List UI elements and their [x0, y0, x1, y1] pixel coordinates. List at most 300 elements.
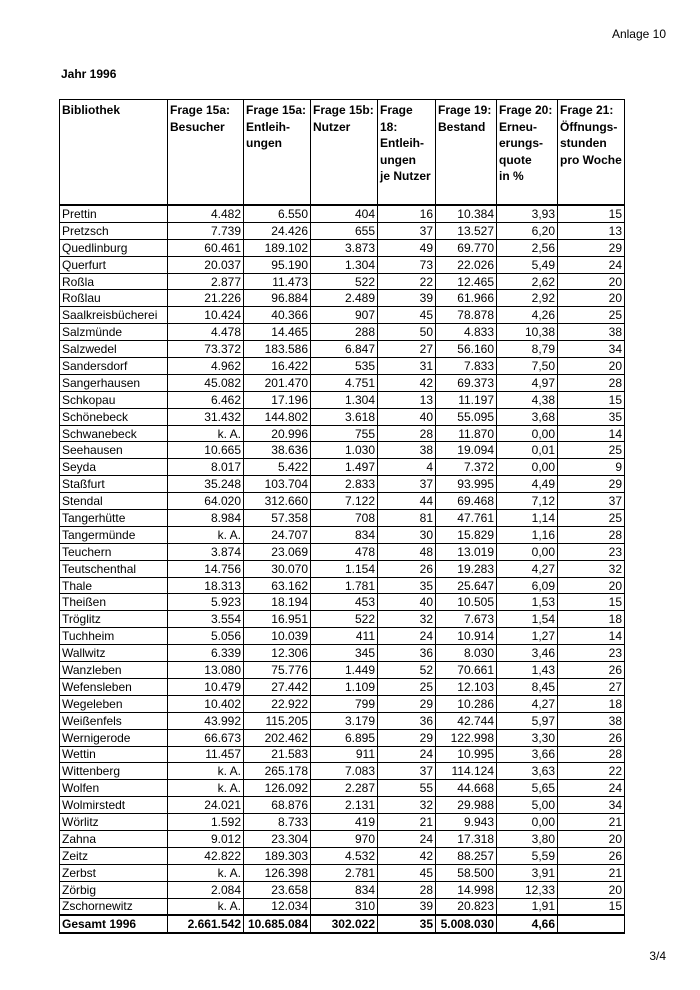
value-cell: 8,79	[497, 341, 558, 358]
value-cell: 10,38	[497, 324, 558, 341]
value-cell: 3,66	[497, 746, 558, 763]
value-cell: 522	[311, 273, 378, 290]
value-cell: 183.586	[244, 341, 311, 358]
table-header	[60, 100, 625, 206]
value-cell: 2,92	[497, 290, 558, 307]
value-cell: 5,97	[497, 712, 558, 729]
value-cell: 21.226	[168, 290, 244, 307]
library-name-cell: Wernigerode	[60, 729, 168, 746]
library-name-cell: Tröglitz	[60, 611, 168, 628]
value-cell: 3.618	[311, 408, 378, 425]
value-cell: 95.190	[244, 256, 311, 273]
value-cell: 20	[558, 358, 625, 375]
value-cell: 302.022	[311, 915, 378, 933]
value-cell: 478	[311, 543, 378, 560]
library-name-cell: Wegeleben	[60, 695, 168, 712]
value-cell: 8.030	[436, 645, 497, 662]
value-cell: 57.358	[244, 510, 311, 527]
library-name-cell: Zörbig	[60, 881, 168, 898]
value-cell: 11.473	[244, 273, 311, 290]
value-cell: 20.037	[168, 256, 244, 273]
table-row	[60, 898, 625, 915]
value-cell: 27.442	[244, 678, 311, 695]
library-name-cell: Wefensleben	[60, 678, 168, 695]
value-cell: 28	[558, 374, 625, 391]
library-name-cell: Wörlitz	[60, 814, 168, 831]
value-cell: 9.012	[168, 830, 244, 847]
library-name-cell: Wettin	[60, 746, 168, 763]
value-cell: 28	[378, 881, 436, 898]
column-header	[558, 100, 625, 206]
value-cell: 535	[311, 358, 378, 375]
value-cell: 655	[311, 222, 378, 239]
value-cell: 36	[378, 645, 436, 662]
value-cell: 3,30	[497, 729, 558, 746]
value-cell: 1,14	[497, 510, 558, 527]
value-cell: 522	[311, 611, 378, 628]
value-cell: 11.197	[436, 391, 497, 408]
library-name-cell: Wolfen	[60, 780, 168, 797]
table-row	[60, 290, 625, 307]
library-name-cell: Quedlinburg	[60, 239, 168, 256]
library-name-cell: Pretzsch	[60, 222, 168, 239]
value-cell: 5.056	[168, 628, 244, 645]
value-cell: 27	[558, 678, 625, 695]
value-cell: 2.877	[168, 273, 244, 290]
value-cell: 6.550	[244, 205, 311, 222]
table-row	[60, 611, 625, 628]
library-name-cell: Tuchheim	[60, 628, 168, 645]
column-header-line: Bestand	[438, 119, 486, 134]
value-cell: 38.636	[244, 442, 311, 459]
table-row	[60, 256, 625, 273]
value-cell: 43.992	[168, 712, 244, 729]
value-cell: 0,00	[497, 543, 558, 560]
value-cell: 799	[311, 695, 378, 712]
table-row	[60, 594, 625, 611]
value-cell: 10.402	[168, 695, 244, 712]
value-cell: 73.372	[168, 341, 244, 358]
table-row	[60, 543, 625, 560]
value-cell: 15.829	[436, 526, 497, 543]
value-cell: 16.951	[244, 611, 311, 628]
value-cell: 1.497	[311, 459, 378, 476]
value-cell: k. A.	[168, 898, 244, 915]
column-header-line: Frage 21:	[560, 103, 614, 117]
value-cell: k. A.	[168, 526, 244, 543]
value-cell: 25	[558, 442, 625, 459]
value-cell: 23	[558, 543, 625, 560]
value-cell: 8.984	[168, 510, 244, 527]
value-cell: 37	[378, 763, 436, 780]
value-cell: 189.102	[244, 239, 311, 256]
value-cell: 22.026	[436, 256, 497, 273]
value-cell: 24.021	[168, 797, 244, 814]
value-cell: 34	[558, 797, 625, 814]
value-cell: 265.178	[244, 763, 311, 780]
value-cell: 24.426	[244, 222, 311, 239]
value-cell: 63.162	[244, 577, 311, 594]
value-cell: 32	[558, 560, 625, 577]
value-cell: 1.304	[311, 391, 378, 408]
value-cell: 25	[378, 678, 436, 695]
value-cell: 22	[558, 763, 625, 780]
library-name-cell: Salzwedel	[60, 341, 168, 358]
value-cell: 42	[378, 374, 436, 391]
value-cell: 345	[311, 645, 378, 662]
value-cell: 25	[558, 510, 625, 527]
value-cell: 3,63	[497, 763, 558, 780]
table-row	[60, 324, 625, 341]
value-cell: 970	[311, 830, 378, 847]
value-cell: 755	[311, 425, 378, 442]
value-cell: 68.876	[244, 797, 311, 814]
column-header-line: ungen	[246, 136, 282, 150]
value-cell: 29	[378, 695, 436, 712]
value-cell: 911	[311, 746, 378, 763]
value-cell: 5,00	[497, 797, 558, 814]
value-cell: 2.661.542	[168, 915, 244, 933]
column-header-line: Bibliothek	[62, 103, 121, 117]
value-cell: 49	[378, 239, 436, 256]
value-cell: 18	[558, 611, 625, 628]
value-cell: 19.094	[436, 442, 497, 459]
value-cell: 35	[558, 408, 625, 425]
table-row	[60, 341, 625, 358]
library-name-cell: Seyda	[60, 459, 168, 476]
value-cell: 7.122	[311, 493, 378, 510]
value-cell: 14.465	[244, 324, 311, 341]
value-cell: 29	[558, 476, 625, 493]
value-cell: 64.020	[168, 493, 244, 510]
value-cell: 6,09	[497, 577, 558, 594]
total-row	[60, 915, 625, 933]
value-cell: 10.384	[436, 205, 497, 222]
column-header	[436, 100, 497, 206]
value-cell: 26	[558, 729, 625, 746]
value-cell: 37	[558, 493, 625, 510]
value-cell: 21.583	[244, 746, 311, 763]
value-cell: 10.665	[168, 442, 244, 459]
value-cell: 6.462	[168, 391, 244, 408]
value-cell: 12.103	[436, 678, 497, 695]
value-cell: 2.781	[311, 864, 378, 881]
library-name-cell: Schwanebeck	[60, 425, 168, 442]
value-cell: 1,54	[497, 611, 558, 628]
value-cell: 14	[558, 425, 625, 442]
table-row	[60, 830, 625, 847]
value-cell: 96.884	[244, 290, 311, 307]
value-cell: 13.080	[168, 662, 244, 679]
value-cell: 45.082	[168, 374, 244, 391]
value-cell: 288	[311, 324, 378, 341]
library-name-cell: Wallwitz	[60, 645, 168, 662]
table-row	[60, 678, 625, 695]
value-cell: 10.039	[244, 628, 311, 645]
value-cell: 9	[558, 459, 625, 476]
value-cell: 1,16	[497, 526, 558, 543]
table-row	[60, 408, 625, 425]
value-cell: 189.303	[244, 847, 311, 864]
library-name-cell: Teuchern	[60, 543, 168, 560]
library-name-cell: Roßlau	[60, 290, 168, 307]
value-cell: 20	[558, 881, 625, 898]
value-cell: 30	[378, 526, 436, 543]
library-name-cell: Thale	[60, 577, 168, 594]
column-header	[168, 100, 244, 206]
value-cell: 7.833	[436, 358, 497, 375]
table-row	[60, 645, 625, 662]
value-cell: 24.707	[244, 526, 311, 543]
value-cell: 20.823	[436, 898, 497, 915]
value-cell: 3.874	[168, 543, 244, 560]
value-cell: 37	[378, 476, 436, 493]
value-cell: 28	[378, 425, 436, 442]
value-cell: 18	[558, 695, 625, 712]
table-row	[60, 374, 625, 391]
year-heading: Jahr 1996	[61, 67, 117, 81]
value-cell: 3,93	[497, 205, 558, 222]
library-name-cell: Teutschenthal	[60, 560, 168, 577]
column-header-line: Entleih-	[380, 136, 424, 150]
value-cell: 69.770	[436, 239, 497, 256]
value-cell: 40	[378, 408, 436, 425]
value-cell: 26	[378, 560, 436, 577]
column-header-line: Frage 15a:	[246, 103, 307, 117]
value-cell: 81	[378, 510, 436, 527]
column-header-line: Erneu-	[499, 119, 538, 134]
value-cell: 61.966	[436, 290, 497, 307]
value-cell: 29.988	[436, 797, 497, 814]
value-cell: 7.673	[436, 611, 497, 628]
value-cell: 3,68	[497, 408, 558, 425]
value-cell: 6.847	[311, 341, 378, 358]
library-name-cell: Staßfurt	[60, 476, 168, 493]
value-cell: k. A.	[168, 425, 244, 442]
value-cell: 12.034	[244, 898, 311, 915]
value-cell: 14	[558, 628, 625, 645]
column-header-line: je Nutzer	[380, 169, 431, 183]
table-row	[60, 763, 625, 780]
value-cell: 45	[378, 864, 436, 881]
value-cell: 20	[558, 290, 625, 307]
value-cell: 0,00	[497, 459, 558, 476]
table-row	[60, 391, 625, 408]
value-cell: 453	[311, 594, 378, 611]
column-header-line: Öffnungs-	[560, 119, 618, 134]
value-cell: 24	[378, 746, 436, 763]
library-name-cell: Gesamt 1996	[60, 915, 168, 933]
value-cell: 17.196	[244, 391, 311, 408]
library-name-cell: Schkopau	[60, 391, 168, 408]
value-cell: 1,91	[497, 898, 558, 915]
table-row	[60, 729, 625, 746]
value-cell: 23.304	[244, 830, 311, 847]
value-cell: 32	[378, 611, 436, 628]
value-cell: 4,49	[497, 476, 558, 493]
value-cell: 20.996	[244, 425, 311, 442]
value-cell: 1,43	[497, 662, 558, 679]
value-cell: 24	[558, 780, 625, 797]
value-cell: 7.083	[311, 763, 378, 780]
value-cell: 38	[558, 712, 625, 729]
value-cell: 201.470	[244, 374, 311, 391]
value-cell: 48	[378, 543, 436, 560]
value-cell: 38	[558, 324, 625, 341]
table-row	[60, 628, 625, 645]
column-header	[378, 100, 436, 206]
value-cell: 310	[311, 898, 378, 915]
value-cell: 19.283	[436, 560, 497, 577]
value-cell: 55.095	[436, 408, 497, 425]
column-header-line: Frage 19:	[438, 103, 492, 117]
value-cell: 0,01	[497, 442, 558, 459]
value-cell: 75.776	[244, 662, 311, 679]
value-cell: 1.592	[168, 814, 244, 831]
value-cell: 3.179	[311, 712, 378, 729]
table-row	[60, 425, 625, 442]
value-cell: 56.160	[436, 341, 497, 358]
value-cell: 58.500	[436, 864, 497, 881]
value-cell: 45	[378, 307, 436, 324]
value-cell: 93.995	[436, 476, 497, 493]
table-row	[60, 814, 625, 831]
table-row	[60, 662, 625, 679]
column-header-line: Entleih-	[246, 119, 290, 134]
value-cell: 31	[378, 358, 436, 375]
library-name-cell: Tangerhütte	[60, 510, 168, 527]
value-cell: 60.461	[168, 239, 244, 256]
value-cell: 39	[378, 290, 436, 307]
value-cell: 3.554	[168, 611, 244, 628]
value-cell: 14.998	[436, 881, 497, 898]
value-cell: 42.744	[436, 712, 497, 729]
table-row	[60, 712, 625, 729]
value-cell: 23.658	[244, 881, 311, 898]
table-row	[60, 847, 625, 864]
value-cell: 31.432	[168, 408, 244, 425]
table-row	[60, 797, 625, 814]
library-name-cell: Zeitz	[60, 847, 168, 864]
value-cell: 29	[558, 239, 625, 256]
library-name-cell: Querfurt	[60, 256, 168, 273]
value-cell: 126.398	[244, 864, 311, 881]
value-cell: 5.923	[168, 594, 244, 611]
value-cell: 8.733	[244, 814, 311, 831]
value-cell: 202.462	[244, 729, 311, 746]
value-cell: 3,80	[497, 830, 558, 847]
value-cell: 4.833	[436, 324, 497, 341]
column-header-line: Frage 20:	[499, 103, 553, 117]
value-cell: 1,53	[497, 594, 558, 611]
value-cell: 12.306	[244, 645, 311, 662]
value-cell: 38	[378, 442, 436, 459]
value-cell: 2,62	[497, 273, 558, 290]
value-cell: 22.922	[244, 695, 311, 712]
value-cell: 4.751	[311, 374, 378, 391]
value-cell: 7.739	[168, 222, 244, 239]
table-row	[60, 222, 625, 239]
value-cell: 11.870	[436, 425, 497, 442]
table-row	[60, 307, 625, 324]
value-cell: 69.373	[436, 374, 497, 391]
table-row	[60, 239, 625, 256]
value-cell: 13.019	[436, 543, 497, 560]
value-cell: 6.895	[311, 729, 378, 746]
value-cell: 6.339	[168, 645, 244, 662]
library-name-cell: Stendal	[60, 493, 168, 510]
library-name-cell: Wolmirstedt	[60, 797, 168, 814]
value-cell: 28	[558, 526, 625, 543]
table-row	[60, 881, 625, 898]
value-cell: 419	[311, 814, 378, 831]
value-cell: 4,38	[497, 391, 558, 408]
library-name-cell: Salzmünde	[60, 324, 168, 341]
value-cell: 21	[558, 864, 625, 881]
value-cell: 2.084	[168, 881, 244, 898]
value-cell: 122.998	[436, 729, 497, 746]
value-cell: 66.673	[168, 729, 244, 746]
value-cell: 36	[378, 712, 436, 729]
value-cell: 1.109	[311, 678, 378, 695]
value-cell: 2,56	[497, 239, 558, 256]
library-name-cell: Saalkreisbücherei	[60, 307, 168, 324]
value-cell: 20	[558, 273, 625, 290]
value-cell: k. A.	[168, 864, 244, 881]
value-cell: 4,27	[497, 560, 558, 577]
value-cell: 103.704	[244, 476, 311, 493]
value-cell: 15	[558, 391, 625, 408]
value-cell: 40	[378, 594, 436, 611]
value-cell: 24	[378, 628, 436, 645]
value-cell: 5,65	[497, 780, 558, 797]
library-name-cell: Zerbst	[60, 864, 168, 881]
library-name-cell: Theißen	[60, 594, 168, 611]
value-cell: 70.661	[436, 662, 497, 679]
library-name-cell: Sandersdorf	[60, 358, 168, 375]
table-row	[60, 358, 625, 375]
value-cell: 17.318	[436, 830, 497, 847]
value-cell: 2.489	[311, 290, 378, 307]
value-cell: 20	[558, 830, 625, 847]
value-cell: 10.995	[436, 746, 497, 763]
value-cell	[558, 915, 625, 933]
value-cell: 23	[558, 645, 625, 662]
column-header	[244, 100, 311, 206]
value-cell: 14.756	[168, 560, 244, 577]
column-header-line: Frage 18:	[380, 103, 413, 134]
table-row	[60, 273, 625, 290]
value-cell: 78.878	[436, 307, 497, 324]
library-name-cell: Tangermünde	[60, 526, 168, 543]
value-cell: 4.962	[168, 358, 244, 375]
value-cell: 411	[311, 628, 378, 645]
value-cell: 24	[378, 830, 436, 847]
library-name-cell: Zschornewitz	[60, 898, 168, 915]
value-cell: 5,59	[497, 847, 558, 864]
value-cell: 834	[311, 526, 378, 543]
value-cell: 404	[311, 205, 378, 222]
value-cell: 708	[311, 510, 378, 527]
value-cell: 44	[378, 493, 436, 510]
value-cell: 13	[558, 222, 625, 239]
annex-label: Anlage 10	[611, 27, 666, 41]
value-cell: 4.478	[168, 324, 244, 341]
value-cell: 88.257	[436, 847, 497, 864]
value-cell: 3.873	[311, 239, 378, 256]
value-cell: 69.468	[436, 493, 497, 510]
value-cell: 50	[378, 324, 436, 341]
